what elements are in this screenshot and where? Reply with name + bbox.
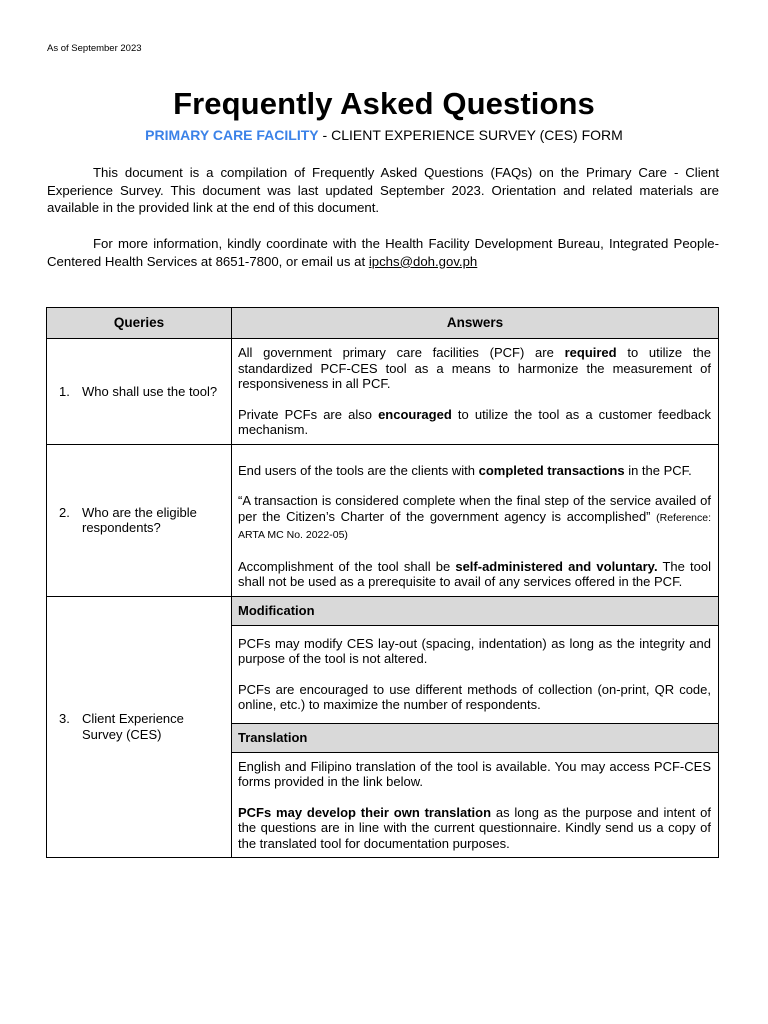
intro-paragraph-1 — [47, 164, 719, 217]
answer-emphasis: required — [564, 345, 617, 360]
answer-text: “A transaction is considered complete when the final step of the service availed of per the Citizen’s Charter of the government agency is accomplished” — [238, 493, 711, 524]
table-row — [47, 339, 719, 445]
answer-paragraph — [238, 805, 711, 852]
answer-text: End users of the tools are the clients with — [238, 462, 479, 478]
table-row — [47, 444, 719, 596]
answer-text: in the PCF. — [624, 462, 692, 478]
answer-emphasis: PCFs may develop their own translation — [238, 804, 492, 820]
intro-paragraph-2-text: For more information, kindly coordinate with the Health Facility Development Bureau, Integrated People-Centered Health Services at 8651-7800, or email us at — [47, 236, 719, 269]
answer-emphasis: self-administered and voluntary. — [455, 558, 658, 574]
answer-paragraph: English and Filipino translation of the tool is available. You may access PCF-CES forms provided in the link below. — [238, 758, 711, 789]
email-link[interactable]: ipchs@doh.gov.ph — [368, 253, 478, 269]
query-text: Who shall use the tool? — [82, 383, 218, 399]
answer-emphasis: completed transactions — [478, 462, 625, 478]
answer-paragraph — [238, 463, 711, 479]
answer-text: to utilize the standardized PCF-CES tool as a means to harmonize the measurement of responsiveness in all PCF. — [238, 345, 711, 391]
answer-paragraph — [238, 407, 711, 438]
query-number: 1. — [59, 383, 70, 399]
answer-paragraph: PCFs are encouraged to use different methods of collection (on-print, QR code, online, etc.) to maximize the number of respondents. — [238, 681, 711, 712]
query-cell — [47, 444, 232, 596]
header-answers: Answers — [232, 308, 719, 339]
subtitle-rest: - CLIENT EXPERIENCE SURVEY (CES) FORM — [318, 127, 623, 143]
answer-reference: (Reference: ARTA MC No. 2022-05) — [238, 511, 711, 541]
query-cell — [47, 339, 232, 445]
answer-cell — [232, 339, 719, 445]
answer-paragraph — [238, 345, 711, 392]
page-title: Frequently Asked Questions — [173, 86, 595, 121]
answer-cell — [232, 625, 719, 723]
table-header-row — [47, 308, 719, 339]
as-of-date: As of September 2023 — [47, 43, 142, 54]
subtitle-accent: PRIMARY CARE FACILITY — [145, 127, 319, 143]
query-text: Who are the eligible respondents? — [82, 504, 197, 535]
query-cell — [47, 596, 232, 858]
answer-cell — [232, 444, 719, 596]
answer-cell — [232, 752, 719, 858]
answer-paragraph — [238, 559, 711, 590]
query-number: 2. — [59, 504, 70, 520]
page-subtitle — [0, 127, 768, 143]
intro-paragraph-1-text: This document is a compilation of Frequently Asked Questions (FAQs) on the Primary Care - Client Experience Survey. This document was last updated September 2023. Orientation and related materials are available in the provided link at the end of this document. — [47, 165, 719, 215]
faq-table — [46, 307, 719, 858]
query-number: 3. — [59, 711, 70, 727]
header-queries: Queries — [47, 308, 232, 339]
answer-paragraph — [238, 493, 711, 544]
answer-text: Private PCFs are also — [238, 406, 379, 422]
table-row — [47, 596, 719, 625]
answer-text: to utilize the tool as a customer feedback mechanism. — [238, 406, 712, 437]
answer-emphasis: encouraged — [378, 406, 452, 422]
answer-text: as long as the purpose and intent of the questions are in line with the current questionnaire. Kindly send us a copy of the translated tool for documentation purposes. — [238, 804, 711, 851]
answer-text: Accomplishment of the tool shall be — [238, 558, 456, 574]
intro-paragraph-2 — [47, 235, 719, 270]
answer-text: The tool shall not be used as a prerequisite to avail of any services offered in the PCF. — [238, 558, 711, 589]
subsection-heading-modification: Modification — [232, 596, 719, 625]
answer-paragraph: PCFs may modify CES lay-out (spacing, indentation) as long as the integrity and purpose of the tool is not altered. — [238, 635, 711, 666]
query-text: Client Experience Survey (CES) — [82, 711, 184, 742]
answer-text: All government primary care facilities (PCF) are — [238, 345, 565, 360]
subsection-heading-translation: Translation — [232, 723, 719, 752]
